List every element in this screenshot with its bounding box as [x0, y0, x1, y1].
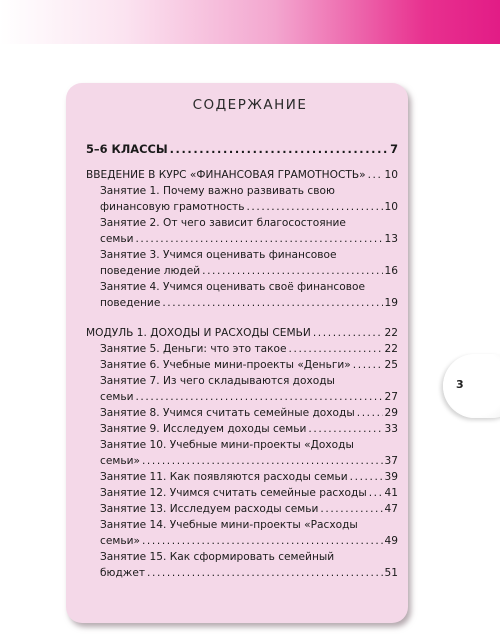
toc-entry-label: финансовую грамотность [100, 201, 245, 213]
toc-entry-lesson-11[interactable] [86, 469, 398, 485]
toc-entry-page: 33 [384, 423, 398, 435]
dot-leader [350, 469, 383, 485]
toc-entry-page: 16 [384, 265, 398, 277]
dot-leader [369, 485, 383, 501]
dot-leader [308, 421, 382, 437]
toc-entry-lesson-14-title[interactable]: Занятие 14. Учебные мини-проекты «Расходы [100, 519, 358, 531]
toc-entry-page: 22 [384, 343, 398, 355]
toc-entry-lesson-13[interactable] [86, 501, 398, 517]
dot-leader [135, 231, 382, 247]
toc-entry-page: 10 [384, 201, 398, 213]
dot-leader [202, 263, 382, 279]
toc-entry-page: 37 [384, 455, 398, 467]
toc-entry-page: 22 [384, 327, 398, 339]
dot-leader [353, 357, 383, 373]
toc-entry-page: 10 [384, 169, 398, 181]
dot-leader [289, 341, 383, 357]
toc-entry-label: семьи» [100, 535, 140, 547]
toc-entry-label: Занятие 13. Исследуем расходы семьи [100, 503, 319, 515]
dot-leader [162, 295, 382, 311]
toc-entry-lesson-15-title[interactable]: Занятие 15. Как сформировать семейный [100, 551, 335, 563]
toc-entry-label: бюджет [100, 567, 146, 579]
toc-entry-page: 29 [384, 407, 398, 419]
toc-entry-label: Занятие 11. Как появляются расходы семьи [100, 471, 348, 483]
toc-entry-label: 5–6 КЛАССЫ [86, 142, 168, 156]
toc-entry-label: семьи» [100, 455, 140, 467]
toc-entry-label: Занятие 9. Исследуем доходы семьи [100, 423, 307, 435]
toc-entry-lesson-9[interactable] [86, 421, 398, 437]
toc-entry-page: 41 [384, 487, 398, 499]
toc-entry-lesson-3-title[interactable]: Занятие 3. Учимся оценивать финансовое [100, 249, 337, 261]
toc-entry-lesson-4-title[interactable]: Занятие 4. Учимся оценивать своё финансовое [100, 281, 365, 293]
dot-leader [246, 199, 382, 215]
toc-entry-lesson-5[interactable] [86, 341, 398, 357]
toc-entry-page: 7 [390, 142, 398, 156]
toc-entry-page: 27 [384, 391, 398, 403]
toc-entry-label: поведение людей [100, 265, 201, 277]
dot-leader [142, 453, 383, 469]
page-title: СОДЕРЖАНИЕ [192, 97, 308, 113]
dot-leader [357, 405, 383, 421]
toc-entry-label: поведение [100, 297, 161, 309]
dot-leader [147, 565, 383, 581]
toc-entry-lesson-15[interactable] [86, 565, 398, 581]
dot-leader [320, 501, 382, 517]
toc-entry-label: МОДУЛЬ 1. ДОХОДЫ И РАСХОДЫ СЕМЬИ [86, 327, 311, 339]
toc-entry-intro[interactable] [86, 167, 398, 183]
toc-entry-page: 39 [384, 471, 398, 483]
toc-entry-label: Занятие 5. Деньги: что это такое [100, 343, 287, 355]
table-of-contents [86, 141, 398, 581]
toc-entry-label: Занятие 8. Учимся считать семейные доходы [100, 407, 355, 419]
toc-entry-page: 25 [384, 359, 398, 371]
toc-entry-label: семьи [100, 233, 134, 245]
dot-leader [368, 167, 383, 183]
toc-entry-page: 49 [384, 535, 398, 547]
dot-leader [313, 325, 383, 341]
dot-leader [135, 389, 382, 405]
toc-entry-lesson-1[interactable] [86, 199, 398, 215]
page-number: 3 [456, 378, 464, 391]
header-gradient-band [0, 0, 500, 44]
toc-entry-page: 13 [384, 233, 398, 245]
dot-leader [170, 141, 388, 157]
toc-entry-page: 47 [384, 503, 398, 515]
dot-leader [142, 533, 383, 549]
toc-entry-lesson-1-title[interactable]: Занятие 1. Почему важно развивать свою [100, 185, 335, 197]
toc-entry-lesson-3[interactable] [86, 263, 398, 279]
toc-entry-label: семьи [100, 391, 134, 403]
toc-entry-label: ВВЕДЕНИЕ В КУРС «ФИНАНСОВАЯ ГРАМОТНОСТЬ» [86, 169, 366, 181]
page-number-tab [443, 354, 500, 418]
toc-entry-lesson-14[interactable] [86, 533, 398, 549]
toc-entry-lesson-2-title[interactable]: Занятие 2. От чего зависит благосостояние [100, 217, 346, 229]
toc-entry-lesson-7-title[interactable]: Занятие 7. Из чего складываются доходы [100, 375, 335, 387]
toc-entry-lesson-12[interactable] [86, 485, 398, 501]
toc-entry-module-1[interactable] [86, 325, 398, 341]
toc-entry-lesson-10-title[interactable]: Занятие 10. Учебные мини-проекты «Доходы [100, 439, 354, 451]
toc-entry-label: Занятие 6. Учебные мини-проекты «Деньги» [100, 359, 351, 371]
toc-entry-lesson-7[interactable] [86, 389, 398, 405]
toc-entry-page: 19 [384, 297, 398, 309]
toc-entry-lesson-6[interactable] [86, 357, 398, 373]
toc-entry-label: Занятие 12. Учимся считать семейные расходы [100, 487, 367, 499]
toc-entry-page: 51 [384, 567, 398, 579]
toc-entry-lesson-4[interactable] [86, 295, 398, 311]
toc-entry-grade-section[interactable] [86, 141, 398, 157]
toc-entry-lesson-8[interactable] [86, 405, 398, 421]
toc-entry-lesson-10[interactable] [86, 453, 398, 469]
toc-entry-lesson-2[interactable] [86, 231, 398, 247]
